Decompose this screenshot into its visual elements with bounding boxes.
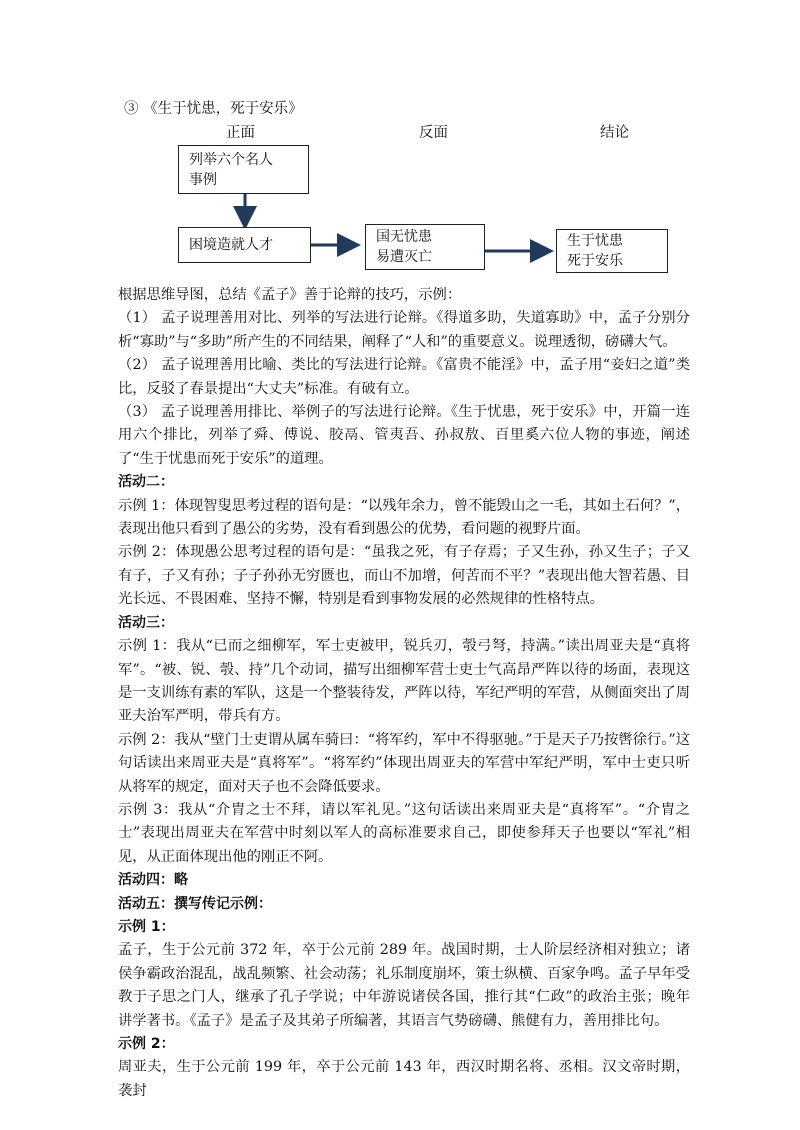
paragraph: 示例 2：体现愚公思考过程的语句是：“虽我之死，有子存焉；子又生孙，孙又生子；子又有子，子又有孙；子子孙孙无穷匮也，而山不加增，何苦而不平？”表现出他大智若愚、目光长远、不畏困难、坚持不懈，特别是看到事物发展的必然规律的性格特点。 <box>118 544 690 608</box>
box-hardship <box>178 227 311 263</box>
section-heading: 示例 2： <box>118 1036 175 1052</box>
paragraph: （3） 孟子说理善用排比、举例子的写法进行论辩。《生于忧患，死于安乐》中，开篇一连用六个排比，列举了舜、傅说、胶鬲、管夷吾、孙叔敖、百里奚六位人物的事迹，阐述了“生于忧患而死于安乐”的道理。 <box>118 404 690 467</box>
box-examples-line1: 列举六个名人 <box>189 152 273 168</box>
section-heading: 活动四：略 <box>118 872 188 889</box>
label-negative: 反面 <box>419 125 448 141</box>
box-country-line2: 易遭灭亡 <box>376 249 432 265</box>
box-conclusion-line1: 生于忧患 <box>567 233 623 249</box>
section-heading: 活动三： <box>118 614 174 631</box>
paragraph: 示例 1：体现智叟思考过程的语句是：“以残年余力，曾不能毁山之一毛，其如土石何？”，表现出他只看到了愚公的劣势，没有看到愚公的优势，看问题的视野片面。 <box>118 497 690 538</box>
body-text <box>118 284 690 1103</box>
paragraph: 示例 3：我从“介胄之士不拜，请以军礼见。”这句话读出来周亚夫是“真将军”。“介胄之士”表现出周亚夫在军营中时刻以军人的高标准要求自己，即使参拜天子也要以“军礼”相见，从正面体现出他的刚正不阿。 <box>118 801 690 865</box>
box-examples-line2: 事例 <box>189 172 217 188</box>
section-heading: 活动二： <box>118 474 174 491</box>
box-hardship-text: 困境造就人才 <box>189 237 273 253</box>
box-conclusion <box>556 229 668 273</box>
paragraph: 周亚夫，生于公元前 199 年，卒于公元前 143 年，西汉时期名将、丞相。汉文帝时期，袭封 <box>118 1059 690 1099</box>
label-positive: 正面 <box>226 125 255 141</box>
paragraph: 根据思维导图，总结《孟子》善于论辩的技巧，示例： <box>118 287 462 303</box>
paragraph: 示例 2：我从“壁门士吏谓从属车骑曰：“将军约，军中不得驱驰。”于是天子乃按辔徐行。”这句话读出来周亚夫是“真将军”。“将军约”体现出周亚夫的军营中军纪严明，军中士吏只听从将军的规定，面对天子也不会降低要求。 <box>118 731 690 795</box>
paragraph: （1） 孟子说理善用对比、列举的写法进行论辩。《得道多助，失道寡助》中，孟子分别分析“寡助”与“多助”所产生的不同结果，阐释了“人和”的重要意义。说理透彻，磅礴大气。 <box>118 310 690 350</box>
paragraph: 孟子，生于公元前 372 年，卒于公元前 289 年。战国时期，士人阶层经济相对独立；诸侯争霸政治混乱，战乱频繁、社会动荡；礼乐制度崩坏，策士纵横、百家争鸣。孟子早年受教于子思之门人，继承了孔子学说；中年游说诸侯各国，推行其“仁政”的政治主张；晚年讲学著书。《孟子》是孟子及其弟子所编著，其语言气势磅礴、熊健有力，善用排比句。 <box>118 942 690 1029</box>
box-country-line1: 国无忧患 <box>376 229 432 245</box>
section-heading: 示例 1： <box>118 918 175 935</box>
section-heading: 活动五：撰写传记示例： <box>118 895 272 912</box>
box-country <box>365 224 485 270</box>
label-conclusion: 结论 <box>600 125 629 141</box>
box-examples <box>178 145 309 194</box>
paragraph: （2） 孟子说理善用比喻、类比的写法进行论辩。《富贵不能淫》中，孟子用“妾妇之道”类比，反驳了春景提出“大丈夫”标准。有破有立。 <box>118 357 690 397</box>
box-conclusion-line2: 死于安乐 <box>567 253 623 269</box>
section-title: ③ 《生于忧患，死于安乐》 <box>124 101 303 117</box>
paragraph: 示例 1：我从“已而之细柳军，军士吏被甲，锐兵刃，彀弓弩，持满。”读出周亚夫是“真将军”。“被、锐、彀、持”几个动词，描写出细柳军营士吏士气高昂严阵以待的场面，表现这是一支训练有素的军队，这是一个整装待发，严阵以待，军纪严明的军营，从侧面突出了周亚夫治军严明，带兵有方。 <box>118 638 690 725</box>
